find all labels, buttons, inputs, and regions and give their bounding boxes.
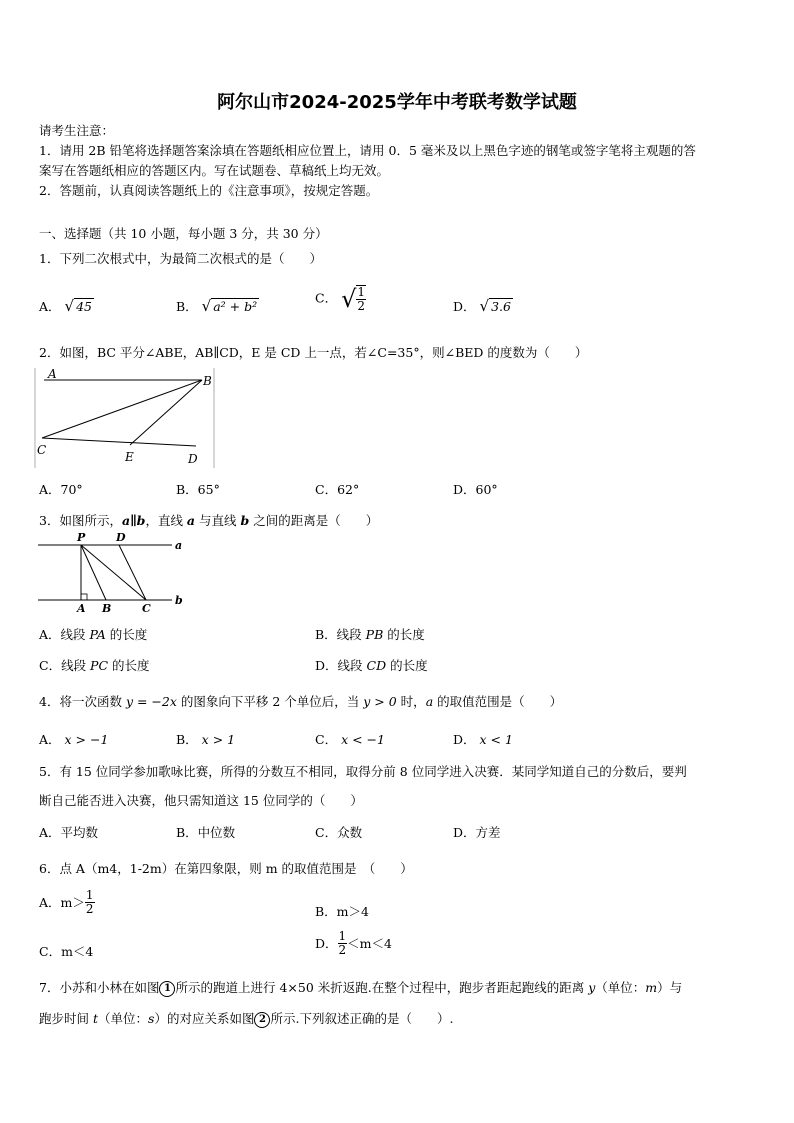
q6-option-d [315, 930, 392, 956]
q7-text: 所示的跑道上进行 4×50 米折返跑.在整个过程中，跑步者距起跑线的距离 [175, 980, 589, 995]
q4-stem-function: y = −2x [125, 694, 177, 709]
q7-stem-line-2 [39, 1009, 453, 1028]
figure-2-badge: 2 [254, 1012, 270, 1028]
q4-stem-text: 的取值范围是（ ） [433, 694, 563, 709]
q3-option-c-segment: PC [90, 658, 109, 673]
q4-option-a-label: A． [39, 732, 61, 747]
q7-text: （单位： [98, 1011, 149, 1026]
q7-stem-line-1 [39, 978, 682, 997]
q1-option-b [176, 297, 259, 315]
q7-text: ）的对应关系如图 [154, 1011, 255, 1026]
sqrt-icon: √ [479, 297, 490, 315]
q3-stem-b: b [240, 513, 250, 528]
sqrt-icon: √ [201, 297, 212, 315]
q6-option-a-text: A．m＞ [39, 895, 85, 911]
q1-stem: 1．下列二次根式中，为最简二次根式的是（ ） [39, 251, 322, 266]
q3-stem-ab: a∥b [121, 513, 146, 528]
q4-option-b-label: B． [176, 732, 198, 747]
q3-stem-a: a [186, 513, 196, 528]
q6-option-d-denominator: 2 [338, 942, 347, 957]
q3-option-b-segment: PB [365, 627, 384, 642]
sqrt-icon: √ [64, 297, 75, 315]
q3-option-c-text: 的长度 [108, 658, 150, 673]
q1-option-c-numerator: 1 [357, 285, 365, 300]
q1-option-b-radicand: a² + b² [213, 299, 258, 314]
q4-option-c-label: C． [315, 732, 338, 747]
q4-option-b-value: x > 1 [201, 732, 236, 747]
q5-stem-line-1: 5．有 15 位同学参加歌咏比赛，所得的分数互不相同，取得分前 8 位同学进入决赛．某同学知道自己的分数后，要判 [39, 764, 687, 779]
q2-option-a: A．70° [39, 482, 83, 497]
q4-option-b [176, 730, 235, 748]
segment-pc [81, 545, 146, 600]
q3-option-b-text: B．线段 [315, 627, 366, 642]
line-bc [42, 380, 202, 438]
q4-stem-condition: y > 0 [363, 694, 397, 709]
q5-option-c: C．众数 [315, 825, 363, 840]
q3-option-a-text: A．线段 [39, 627, 90, 642]
label-a: A [77, 602, 86, 613]
q4-stem-variable: a [425, 694, 434, 709]
q3-option-d-text: 的长度 [386, 658, 428, 673]
q1-option-d [453, 297, 513, 315]
q3-option-d-text: D．线段 [315, 658, 367, 673]
q6-option-d-numerator: 1 [338, 929, 347, 943]
q1-option-c-denominator: 2 [357, 299, 365, 313]
q2-option-c: C．62° [315, 482, 360, 497]
label-a: A [48, 367, 57, 381]
q4-option-a-value: x > −1 [64, 732, 109, 747]
figure-1-badge: 1 [159, 981, 175, 997]
q4-stem-text: 4．将一次函数 [39, 694, 126, 709]
q1-option-a [39, 297, 94, 315]
q7-text: 7．小苏和小林在如图 [39, 980, 160, 995]
q5-option-d: D．方差 [453, 825, 501, 840]
q3-stem-text: ，直线 [145, 513, 187, 528]
sqrt-icon: √ [341, 285, 357, 313]
q4-stem-text: 时， [396, 694, 426, 709]
q7-text: ）与 [657, 980, 683, 995]
line-be [130, 380, 202, 445]
page-title: 阿尔山市2024-2025学年中考联考数学试题 [217, 92, 577, 113]
label-b: B [102, 602, 112, 613]
label-line-b: b [175, 594, 183, 607]
q3-stem-text: 之间的距离是（ ） [249, 513, 379, 528]
q3-option-b-text: 的长度 [383, 627, 425, 642]
label-line-a: a [175, 539, 183, 552]
label-c: C [142, 602, 151, 613]
q4-option-c [315, 730, 385, 748]
q3-option-b [315, 625, 425, 643]
label-d: D [188, 452, 198, 466]
q7-text: 所示.下列叙述正确的是（ ）. [270, 1011, 454, 1026]
q1-option-a-radicand: 45 [76, 299, 92, 314]
segment-cd [119, 545, 146, 600]
section-heading: 一、选择题（共 10 小题，每小题 3 分，共 30 分） [39, 226, 328, 241]
q3-option-d-segment: CD [366, 658, 387, 673]
q4-option-d [453, 730, 513, 748]
q1-option-d-label: D． [453, 299, 476, 314]
q3-option-c-text: C．线段 [39, 658, 91, 673]
line-cd [42, 438, 196, 446]
notice-heading: 请考生注意： [39, 123, 115, 138]
q5-stem-line-2: 断自己能否进入决赛，他只需知道这 15 位同学的（ ） [39, 793, 363, 808]
label-e: E [125, 450, 134, 464]
q3-option-d [315, 656, 428, 674]
q3-option-a-text: 的长度 [105, 627, 148, 642]
label-b: B [203, 374, 212, 388]
q4-option-d-value: x < 1 [479, 732, 513, 747]
q1-option-d-radicand: 3.6 [491, 299, 511, 314]
q7-text: （单位： [595, 980, 646, 995]
q1-option-a-label: A． [39, 299, 61, 314]
q3-stem [39, 511, 378, 529]
q2-stem: 2．如图，BC 平分∠ABE，AB∥CD，E 是 CD 上一点，若∠C=35°，则∠BED 的度数为（ ） [39, 345, 588, 360]
label-p: P [77, 531, 86, 544]
q7-var-y: y [588, 980, 596, 995]
q6-option-c: C．m＜4 [39, 944, 94, 959]
q7-var-t: t [92, 1011, 99, 1026]
q3-option-a [39, 625, 147, 643]
q2-option-d: D．60° [453, 482, 498, 497]
q2-figure [34, 366, 219, 470]
q3-stem-text: 与直线 [195, 513, 241, 528]
notice-item-1-line-1: 1．请用 2B 铅笔将选择题答案涂填在答题纸相应位置上，请用 0．5 毫米及以上黑色字迹的钢笔或签字笔将主观题的答 [39, 143, 696, 158]
q4-stem [39, 692, 562, 710]
q1-option-c [315, 285, 366, 313]
q5-option-b: B．中位数 [176, 825, 236, 840]
q4-option-c-value: x < −1 [341, 732, 385, 747]
q6-option-a-numerator: 1 [85, 888, 94, 902]
q7-unit-s: s [148, 1011, 155, 1026]
label-d: D [116, 531, 126, 544]
q3-option-c [39, 656, 150, 674]
q6-option-b: B．m＞4 [315, 904, 369, 919]
q4-stem-text: 的图象向下平移 2 个单位后，当 [176, 694, 364, 709]
notice-item-2: 2．答题前，认真阅读答题纸上的《注意事项》，按规定答题。 [39, 183, 379, 198]
q4-option-d-label: D． [453, 732, 476, 747]
q6-option-a-denominator: 2 [85, 901, 94, 916]
q6-stem: 6．点 A（m4，1-2m）在第四象限，则 m 的取值范围是 （ ） [39, 861, 413, 876]
q4-option-a [39, 730, 108, 748]
q7-unit-m: m [645, 980, 658, 995]
notice-item-1-line-2: 案写在答题纸相应的答题区内。写在试题卷、草稿纸上均无效。 [39, 163, 390, 178]
q6-option-a [39, 889, 95, 915]
q2-option-b: B．65° [176, 482, 220, 497]
q5-option-a: A．平均数 [39, 825, 99, 840]
q6-option-d-label: D． [315, 936, 338, 952]
q6-option-d-text: ＜m＜4 [347, 936, 392, 952]
right-angle-icon [81, 594, 87, 600]
q1-option-b-label: B． [176, 299, 198, 314]
q1-option-c-label: C． [315, 290, 338, 306]
q3-stem-text: 3．如图所示， [39, 513, 122, 528]
label-c: C [37, 443, 47, 457]
q3-figure [36, 531, 191, 613]
q7-text: 跑步时间 [39, 1011, 93, 1026]
q3-option-a-segment: PA [89, 627, 106, 642]
segment-pb [81, 545, 106, 600]
